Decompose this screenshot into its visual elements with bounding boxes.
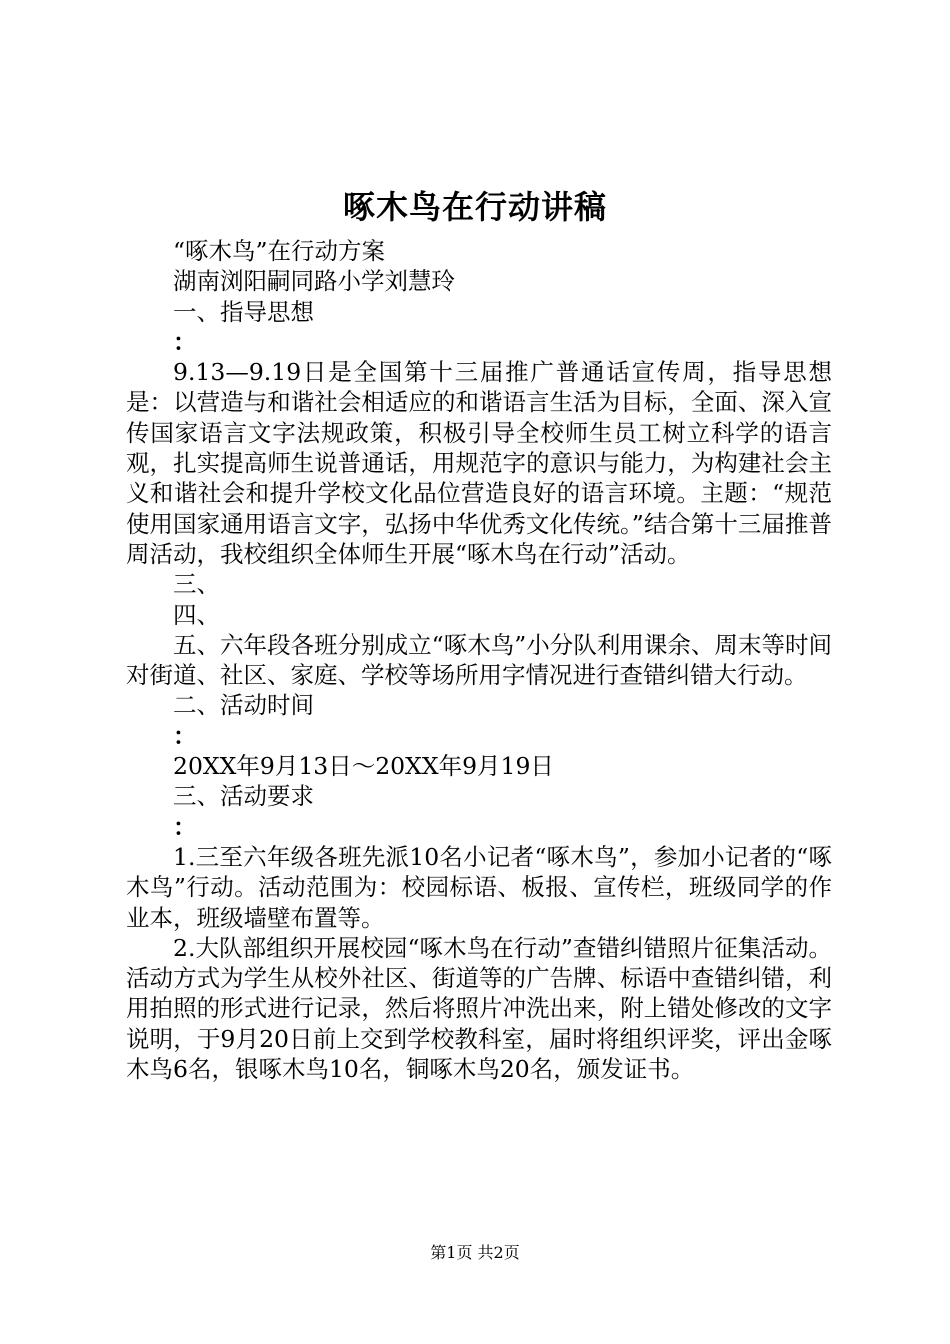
- paragraph-section-four-stub: 四、: [173, 600, 220, 629]
- paragraph-activity-dates: 20XX年9月13日～20XX年9月19日: [173, 752, 554, 781]
- paragraph-section-activity-time: 二、活动时间: [173, 691, 314, 720]
- paragraph-section-five-body: 五、六年段各班分别成立“啄木鸟”小分队利用课余、周末等时间对街道、社区、家庭、学校等场所用字情况进行查错纠错大行动。: [126, 630, 832, 690]
- paragraph-requirement-2: 2.大队部组织开展校园“啄木鸟在行动”查错纠错照片征集活动。活动方式为学生从校外社区、街道等的广告牌、标语中查错纠错，利用拍照的形式进行记录，然后将照片冲洗出来，附上错处修改的文字说明，于9月20日前上交到学校教科室，届时将组织评奖，评出金啄木鸟6名，银啄木鸟10名，铜啄木鸟20名，颁发证书。: [126, 933, 832, 1084]
- paragraph-section-activity-requirements: 三、活动要求: [173, 782, 314, 811]
- paragraph-colon: ：: [173, 812, 197, 841]
- paragraph-section-three-stub: 三、: [173, 570, 220, 599]
- paragraph-guiding-thought-body: 9.13—9.19日是全国第十三届推广普通话宣传周，指导思想是：以营造与和谐社会相适应的和谐语言生活为目标，全面、深入宣传国家语言文字法规政策，积极引导全校师生员工树立科学的语言观，扎实提高师生说普通话，用规范字的意识与能力，为构建社会主义和谐社会和提升学校文化品位营造良好的语言环境。主题：“规范使用国家通用语言文字，弘扬中华优秀文化传统。”结合第十三届推普周活动，我校组织全体师生开展“啄木鸟在行动”活动。: [126, 358, 832, 568]
- document-title: 啄木鸟在行动讲稿: [342, 188, 607, 226]
- paragraph-requirement-1: 1.三至六年级各班先派10名小记者“啄木鸟”，参加小记者的“啄木鸟”行动。活动范围为：校园标语、板报、宣传栏，班级同学的作业本，班级墙壁布置等。: [126, 842, 832, 932]
- paragraph-colon: ：: [173, 327, 197, 356]
- document-body: [126, 236, 832, 1084]
- paragraph-author: 湖南浏阳嗣同路小学刘慧玲: [173, 267, 455, 296]
- paragraph-plan-title: “啄木鸟”在行动方案: [173, 237, 386, 265]
- page-footer: 第1页 共2页: [430, 1243, 520, 1262]
- paragraph-colon: ：: [173, 721, 197, 750]
- paragraph-section-guiding-thought: 一、指导思想: [173, 297, 314, 326]
